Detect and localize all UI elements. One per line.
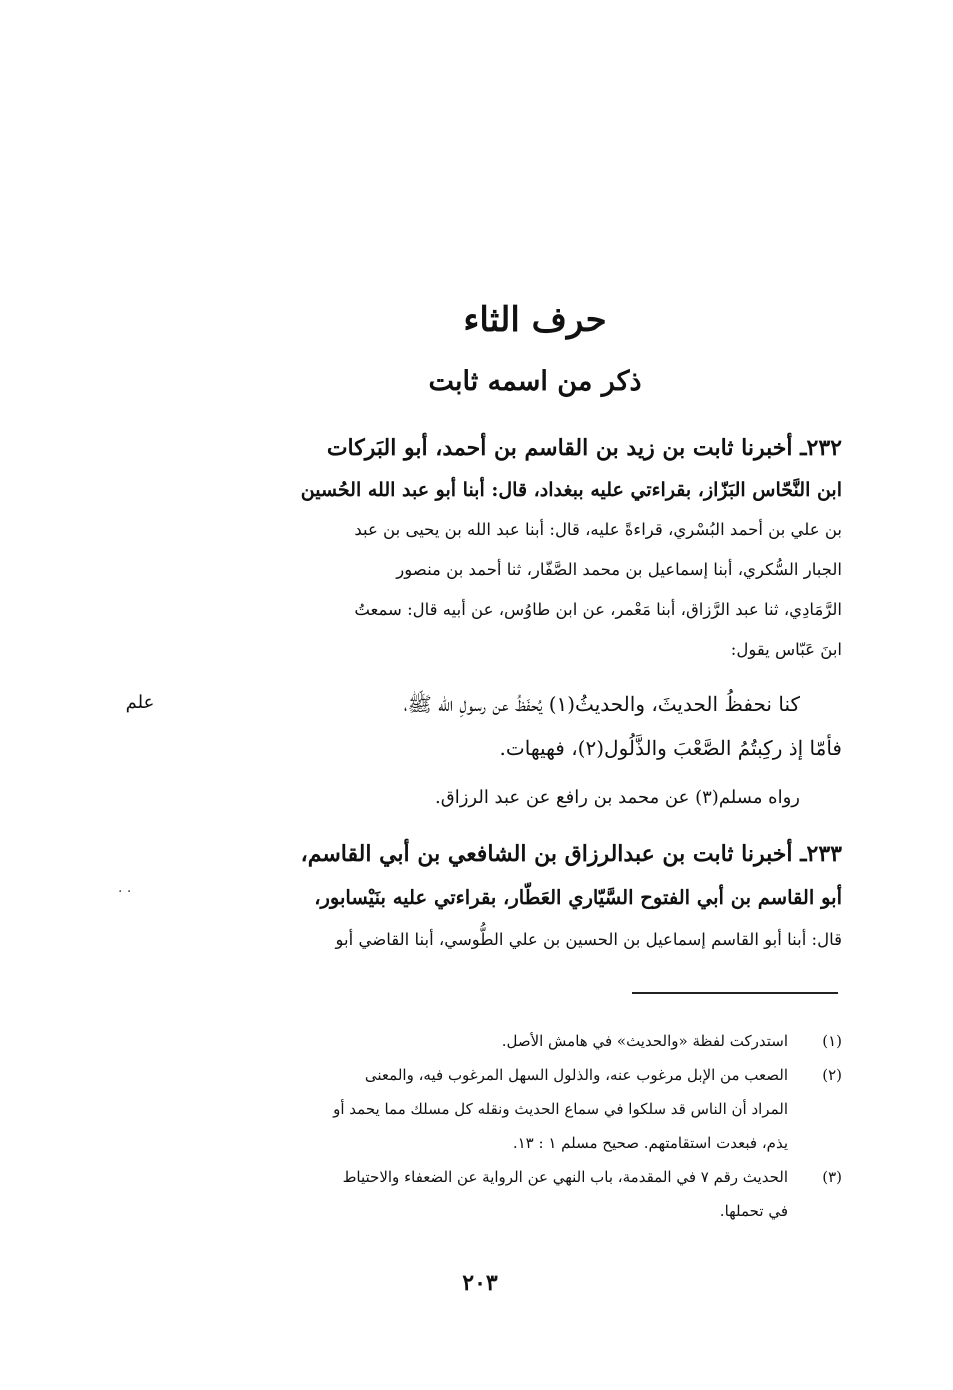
- entry-232-line-3: بن علي بن أحمد البُسْري، قراءةً عليه، قال: أبنا عبد الله بن يحيى بن عبد: [354, 520, 842, 539]
- footnote-line: يذم، فبعدت استقامتهم. صحيح مسلم ١ : ١٣.: [512, 1134, 788, 1152]
- footnote-1: [222, 1024, 842, 1058]
- entry-232-line-6: ابنَ عَبّاس يقول:: [730, 640, 842, 659]
- footnote-number: (١): [822, 1032, 842, 1050]
- footnote-text: [222, 1024, 788, 1058]
- footnote-line: الصعب من الإبل مرغوب عنه، والذلول السهل المرغوب فيه، والمعنى: [364, 1066, 788, 1084]
- footnote-separator: [632, 992, 838, 994]
- footnote-line: المراد أن الناس قد سلكوا في سماع الحديث ونقله كل مسلك مما يحمد أو: [333, 1100, 788, 1118]
- entry-233-line-3: قال: أبنا أبو القاسم إسماعيل بن الحسين بن علي الطُّوسي، أبنا القاضي أبو: [335, 930, 842, 949]
- riwaya-line: رواه مسلم(٣) عن محمد بن رافع عن عبد الرزاق.: [435, 787, 800, 808]
- hadith-line-2: فأمّا إذ ركِبتُمُ الصَّعْبَ والذَّلُول(٢)، فهيهات.: [499, 736, 842, 760]
- section-title: ذكر من اسمه ثابت: [428, 366, 642, 397]
- footnote-text: [222, 1058, 788, 1160]
- footnotes: [222, 1024, 842, 1228]
- footnote-2: [222, 1058, 842, 1160]
- margin-note: علم: [125, 692, 155, 713]
- margin-dots: . .: [118, 880, 132, 896]
- entry-232-line-2: ابن النَّحّاس البَزّاز، بقراءتي عليه ببغداد، قال: أبنا أبو عبد الله الحُسين: [300, 479, 842, 501]
- entry-232-line-1: ٢٣٢ـ أخبرنا ثابت بن زيد بن القاسم بن أحمد، أبو البَركات: [326, 435, 842, 461]
- footnote-text: [222, 1160, 788, 1228]
- footnote-line: في تحملها.: [719, 1202, 788, 1220]
- hadith-line-1: كنا نحفظُ الحديثَ، والحديثُ(١) يُحفَظُ عن رسولِ الله ﷺ،: [403, 692, 800, 716]
- entry-232-line-4: الجبار السُّكري، أبنا إسماعيل بن محمد الصَّفّار، ثنا أحمد بن منصور: [396, 560, 842, 579]
- chapter-title: حرف الثاء: [463, 300, 607, 340]
- footnote-line: الحديث رقم ٧ في المقدمة، باب النهي عن الرواية عن الضعفاء والاحتياط: [342, 1168, 788, 1186]
- hadith-text: [222, 682, 842, 770]
- footnote-number: (٢): [822, 1066, 842, 1084]
- entry-233-line-2: أبو القاسم بن أبي الفتوح السَّيّاري العَطّار، بقراءتي عليه بنَيْسابور،: [314, 886, 842, 909]
- footnote-3: [222, 1160, 842, 1228]
- entry-233-isnad: [222, 832, 842, 960]
- entry-232-isnad: [222, 426, 842, 670]
- entry-232-line-5: الرَّمَادِي، ثنا عبد الرَّزاق، أبنا مَعْمر، عن ابن طاوُس، عن أبيه قال: سمعتُ: [354, 600, 842, 619]
- footnote-line: استدركت لفظة «والحديث» في هامش الأصل.: [501, 1032, 788, 1050]
- riwaya-note: [222, 778, 842, 818]
- footnote-number: (٣): [822, 1168, 842, 1186]
- entry-233-line-1: ٢٣٣ـ أخبرنا ثابت بن عبدالرزاق بن الشافعي بن أبي القاسم،: [300, 841, 842, 867]
- page-number: ٢٠٣: [462, 1270, 498, 1296]
